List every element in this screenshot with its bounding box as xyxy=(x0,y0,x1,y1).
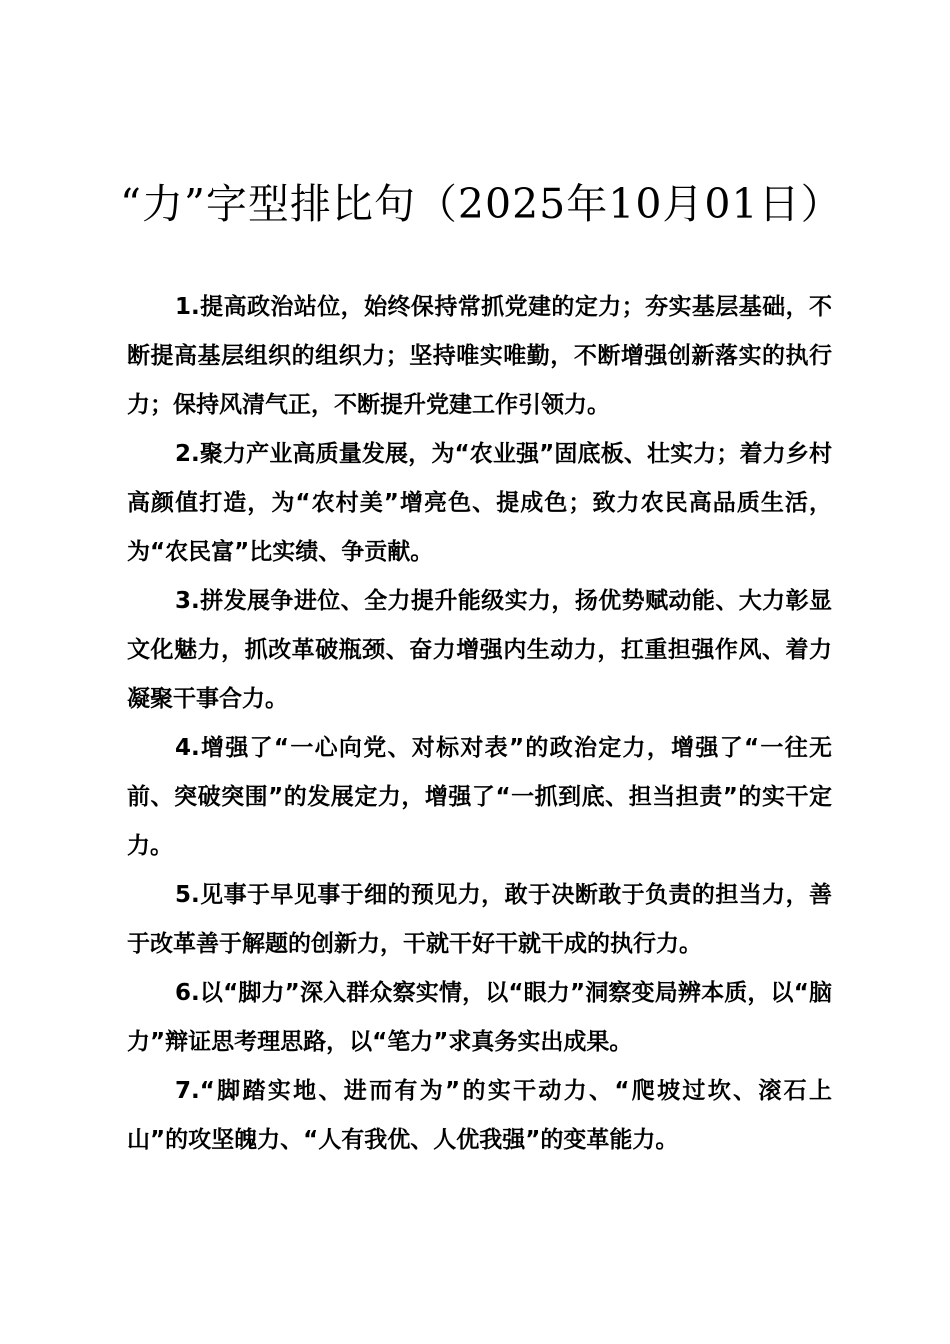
document-body xyxy=(127,283,832,1165)
paragraph-4: 4.增强了“一心向党、对标对表”的政治定力，增强了“一往无前、突破突围”的发展定力，增强了“一抓到底、担当担责”的实干定力。 xyxy=(127,735,832,859)
document-title: “力”字型排比句（2025年10月01日） xyxy=(120,180,843,228)
paragraph-3: 3.拼发展争进位、全力提升能级实力，扬优势赋动能、大力彰显文化魅力，抓改革破瓶颈、奋力增强内生动力，扛重担强作风、着力凝聚干事合力。 xyxy=(127,588,832,712)
paragraph-7: 7.“脚踏实地、进而有为”的实干动力、“爬坡过坎、滚石上山”的攻坚魄力、“人有我优、人优我强”的变革能力。 xyxy=(127,1078,832,1153)
paragraph-5: 5.见事于早见事于细的预见力，敢于决断敢于负责的担当力，善于改革善于解题的创新力，干就干好干就干成的执行力。 xyxy=(127,882,832,957)
paragraph-6: 6.以“脚力”深入群众察实情，以“眼力”洞察变局辨本质，以“脑力”辩证思考理思路，以“笔力”求真务实出成果。 xyxy=(127,980,832,1055)
paragraph-2: 2.聚力产业高质量发展，为“农业强”固底板、壮实力；着力乡村高颜值打造，为“农村美”增亮色、提成色；致力农民高品质生活，为“农民富”比实绩、争贡献。 xyxy=(127,441,832,565)
paragraph-1: 1.提高政治站位，始终保持常抓党建的定力；夯实基层基础，不断提高基层组织的组织力；坚持唯实唯勤，不断增强创新落实的执行力；保持风清气正，不断提升党建工作引领力。 xyxy=(127,294,832,418)
